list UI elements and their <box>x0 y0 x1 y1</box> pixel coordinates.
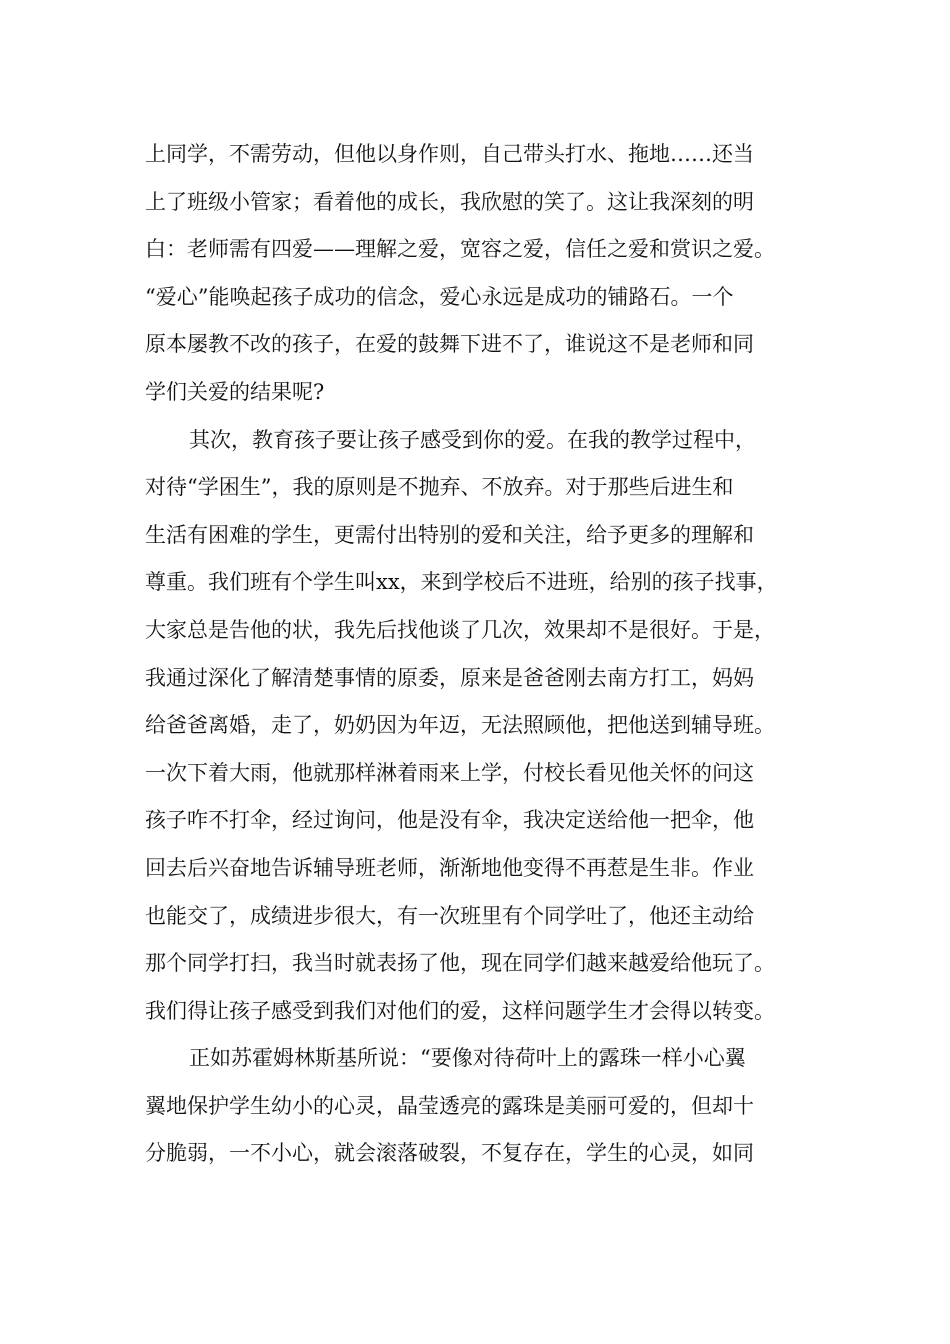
text-line: 给爸爸离婚，走了，奶奶因为年迈，无法照顾他，把他送到辅导班。 <box>145 713 775 738</box>
text-line: 对待“学困生”，我的原则是不抛弃、不放弃。对于那些后进生和 <box>145 475 734 500</box>
text-line: 翼地保护学生幼小的心灵，晶莹透亮的露珠是美丽可爱的，但却十 <box>145 1093 754 1118</box>
text-line: 原本屡教不改的孩子，在爱的鼓舞下进不了，谁说这不是老师和同 <box>145 332 754 357</box>
text-line: 回去后兴奋地告诉辅导班老师，渐渐地他变得不再惹是生非。作业 <box>145 855 754 880</box>
paragraph-start-line: 其次，教育孩子要让孩子感受到你的爱。在我的教学过程中， <box>189 427 756 452</box>
text-line: 上了班级小管家；看着他的成长，我欣慰的笑了。这让我深刻的明 <box>145 189 754 214</box>
text-line: 我通过深化了解清楚事情的原委，原来是爸爸刚去南方打工，妈妈 <box>145 665 754 690</box>
text-line: 也能交了，成绩进步很大，有一次班里有个同学吐了，他还主动给 <box>145 903 754 928</box>
text-line: 孩子咋不打伞，经过询问，他是没有伞，我决定送给他一把伞，他 <box>145 808 754 833</box>
text-line: 学们关爱的结果呢? <box>145 379 325 404</box>
text-line: 大家总是告他的状，我先后找他谈了几次，效果却不是很好。于是， <box>145 617 775 642</box>
text-line: 分脆弱，一不小心，就会滚落破裂，不复存在，学生的心灵，如同 <box>145 1141 754 1166</box>
text-line: 尊重。我们班有个学生叫xx，来到学校后不进班，给别的孩子找事， <box>145 570 778 595</box>
text-line: 我们得让孩子感受到我们对他们的爱，这样问题学生才会得以转变。 <box>145 998 775 1023</box>
text-line: 上同学，不需劳动，但他以身作则，自己带头打水、拖地……还当 <box>145 142 754 166</box>
text-line: 一次下着大雨，他就那样淋着雨来上学，付校长看见他关怀的问这 <box>145 760 754 785</box>
body-text <box>145 131 825 1178</box>
paragraph-start-line: 正如苏霍姆林斯基所说：“要像对待荷叶上的露珠一样小心翼 <box>189 1046 746 1071</box>
text-line: 生活有困难的学生，更需付出特别的爱和关注，给予更多的理解和 <box>145 522 754 547</box>
text-line: “爱心”能唤起孩子成功的信念，爱心永远是成功的铺路石。一个 <box>145 284 734 309</box>
text-line: 那个同学打扫，我当时就表扬了他，现在同学们越来越爱给他玩了。 <box>145 951 775 976</box>
text-line: 白：老师需有四爱——理解之爱，宽容之爱，信任之爱和赏识之爱。 <box>145 237 775 262</box>
